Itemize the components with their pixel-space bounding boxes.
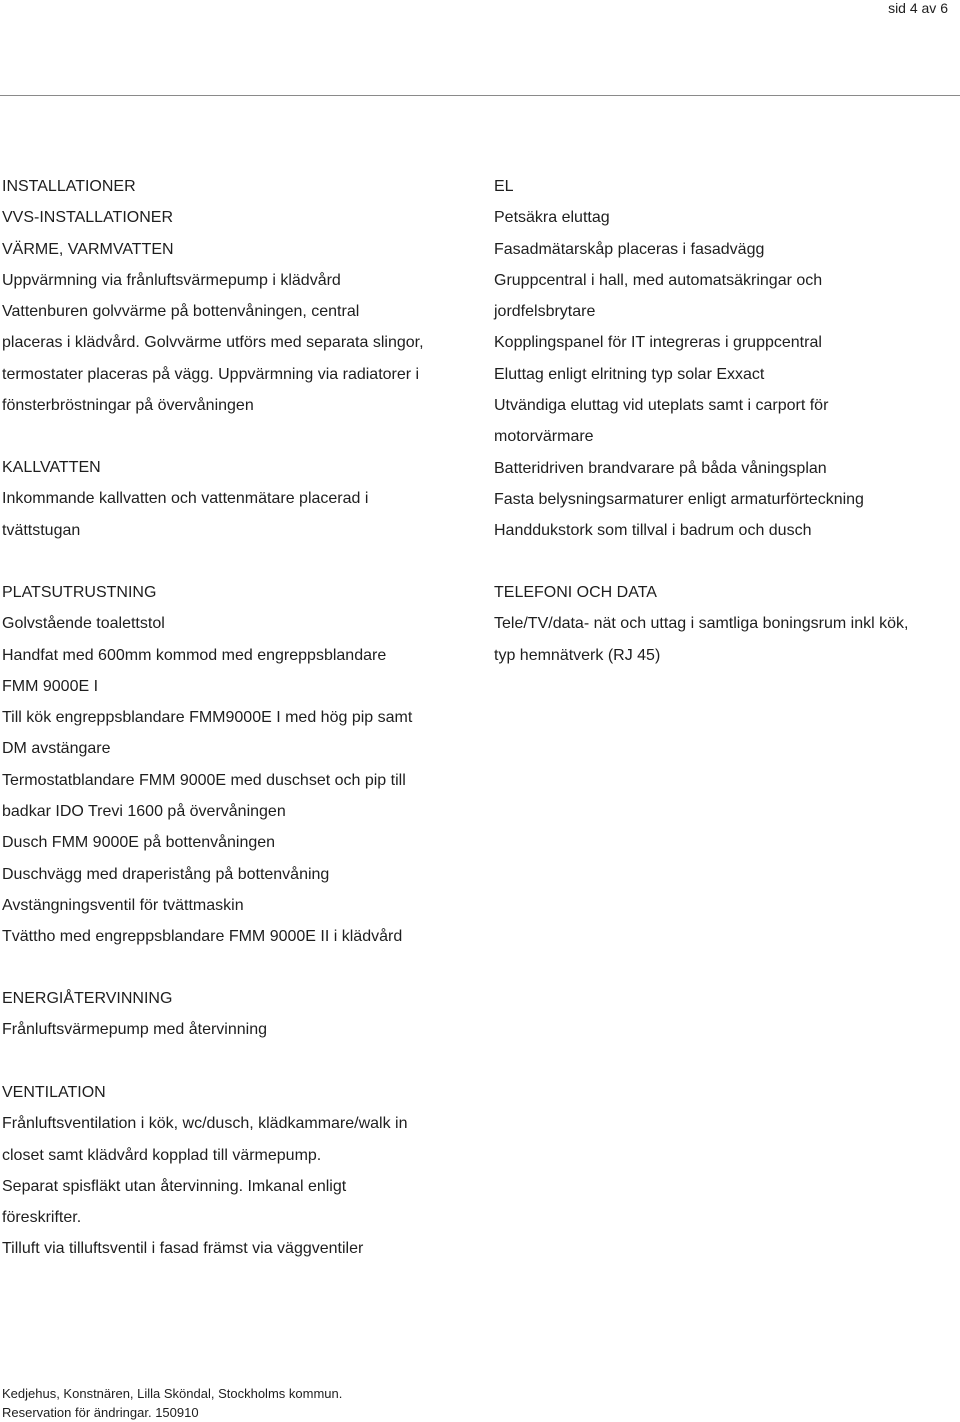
section-heading-vvs: VVS-INSTALLATIONER	[2, 209, 173, 227]
telefoni-section	[494, 577, 954, 671]
section-heading-el: EL	[494, 178, 514, 195]
text-line: Gruppcentral i hall, med automatsäkringar och	[494, 271, 823, 289]
section-heading-installationer: INSTALLATIONER	[2, 178, 136, 195]
text-line: Fasta belysningsarmaturer enligt armaturförteckning	[494, 490, 864, 508]
text-line: Duschvägg med draperistång på bottenvåning	[2, 865, 330, 883]
text-line: Termostatblandare FMM 9000E med duschset och pip till	[2, 771, 406, 789]
text-line: Inkommande kallvatten och vattenmätare placerad i	[2, 490, 369, 508]
text-line: Eluttag enligt elritning typ solar Exxact	[494, 365, 765, 383]
text-line: Uppvärmning via frånluftsvärmepump i klädvård	[2, 271, 341, 289]
text-line: Utvändiga eluttag vid uteplats samt i carport för	[494, 397, 829, 415]
footer-reservation: Reservation för ändringar. 150910	[2, 1405, 199, 1420]
kallvatten-section	[2, 452, 472, 546]
section-heading-platsutrustning: PLATSUTRUSTNING	[2, 584, 157, 601]
text-line: motorvärmare	[494, 428, 594, 446]
text-line: Fasadmätarskåp placeras i fasadvägg	[494, 240, 765, 258]
text-line: Vattenburen golvvärme på bottenvåningen, central	[2, 303, 360, 321]
section-heading-energi: ENERGIÅTERVINNING	[2, 990, 173, 1007]
text-line: Avstängningsventil för tvättmaskin	[2, 896, 244, 914]
text-line: typ hemnätverk (RJ 45)	[494, 646, 661, 664]
section-heading-kallvatten: KALLVATTEN	[2, 459, 101, 476]
text-line: Kopplingspanel för IT integreras i gruppcentral	[494, 334, 822, 352]
text-line: Handdukstork som tillval i badrum och dusch	[494, 522, 812, 540]
text-line: DM avstängare	[2, 740, 111, 758]
text-line: Petsäkra eluttag	[494, 209, 610, 227]
text-line: Frånluftsventilation i kök, wc/dusch, klädkammare/walk in	[2, 1115, 408, 1133]
page-number: sid 4 av 6	[888, 0, 948, 16]
text-line: fönsterbröstningar på övervåningen	[2, 397, 254, 415]
text-line: badkar IDO Trevi 1600 på övervåningen	[2, 803, 286, 821]
text-line: Dusch FMM 9000E på bottenvåningen	[2, 834, 276, 852]
text-line: FMM 9000E I	[2, 677, 99, 695]
text-line: Separat spisfläkt utan återvinning. Imkanal enligt	[2, 1177, 347, 1195]
text-line: Frånluftsvärmepump med återvinning	[2, 1021, 268, 1039]
text-line: termostater placeras på vägg. Uppvärmning via radiatorer i	[2, 365, 420, 383]
text-line: Tvättho med engreppsblandare FMM 9000E II i klädvård	[2, 928, 403, 946]
header-divider	[0, 95, 960, 96]
footer-address: Kedjehus, Konstnären, Lilla Sköndal, Stockholms kommun.	[2, 1386, 343, 1401]
text-line: Handfat med 600mm kommod med engreppsblandare	[2, 646, 387, 664]
section-heading-varme: VÄRME, VARMVATTEN	[2, 240, 174, 258]
footer	[2, 1384, 342, 1422]
text-line: placeras i klädvård. Golvvärme utförs med separata slingor,	[2, 334, 424, 352]
text-line: föreskrifter.	[2, 1209, 82, 1227]
text-line: Batteridriven brandvarare på båda våningsplan	[494, 459, 827, 477]
text-line: closet samt klädvård kopplad till värmepump.	[2, 1146, 322, 1164]
platsutrustning-section	[2, 577, 472, 953]
energi-section	[2, 983, 472, 1046]
text-line: jordfelsbrytare	[494, 303, 596, 321]
ventilation-section	[2, 1077, 472, 1265]
text-line: Tele/TV/data- nät och uttag i samtliga boningsrum inkl kök,	[494, 615, 909, 633]
section-heading-ventilation: VENTILATION	[2, 1084, 106, 1101]
text-line: tvättstugan	[2, 521, 81, 539]
text-line: Golvstående toalettstol	[2, 615, 165, 633]
el-section	[494, 171, 954, 547]
heating-section	[2, 171, 472, 421]
text-line: Till kök engreppsblandare FMM9000E I med hög pip samt	[2, 709, 413, 727]
text-line: Tilluft via tilluftsventil i fasad främst via väggventiler	[2, 1240, 364, 1258]
section-heading-telefoni: TELEFONI OCH DATA	[494, 584, 657, 601]
